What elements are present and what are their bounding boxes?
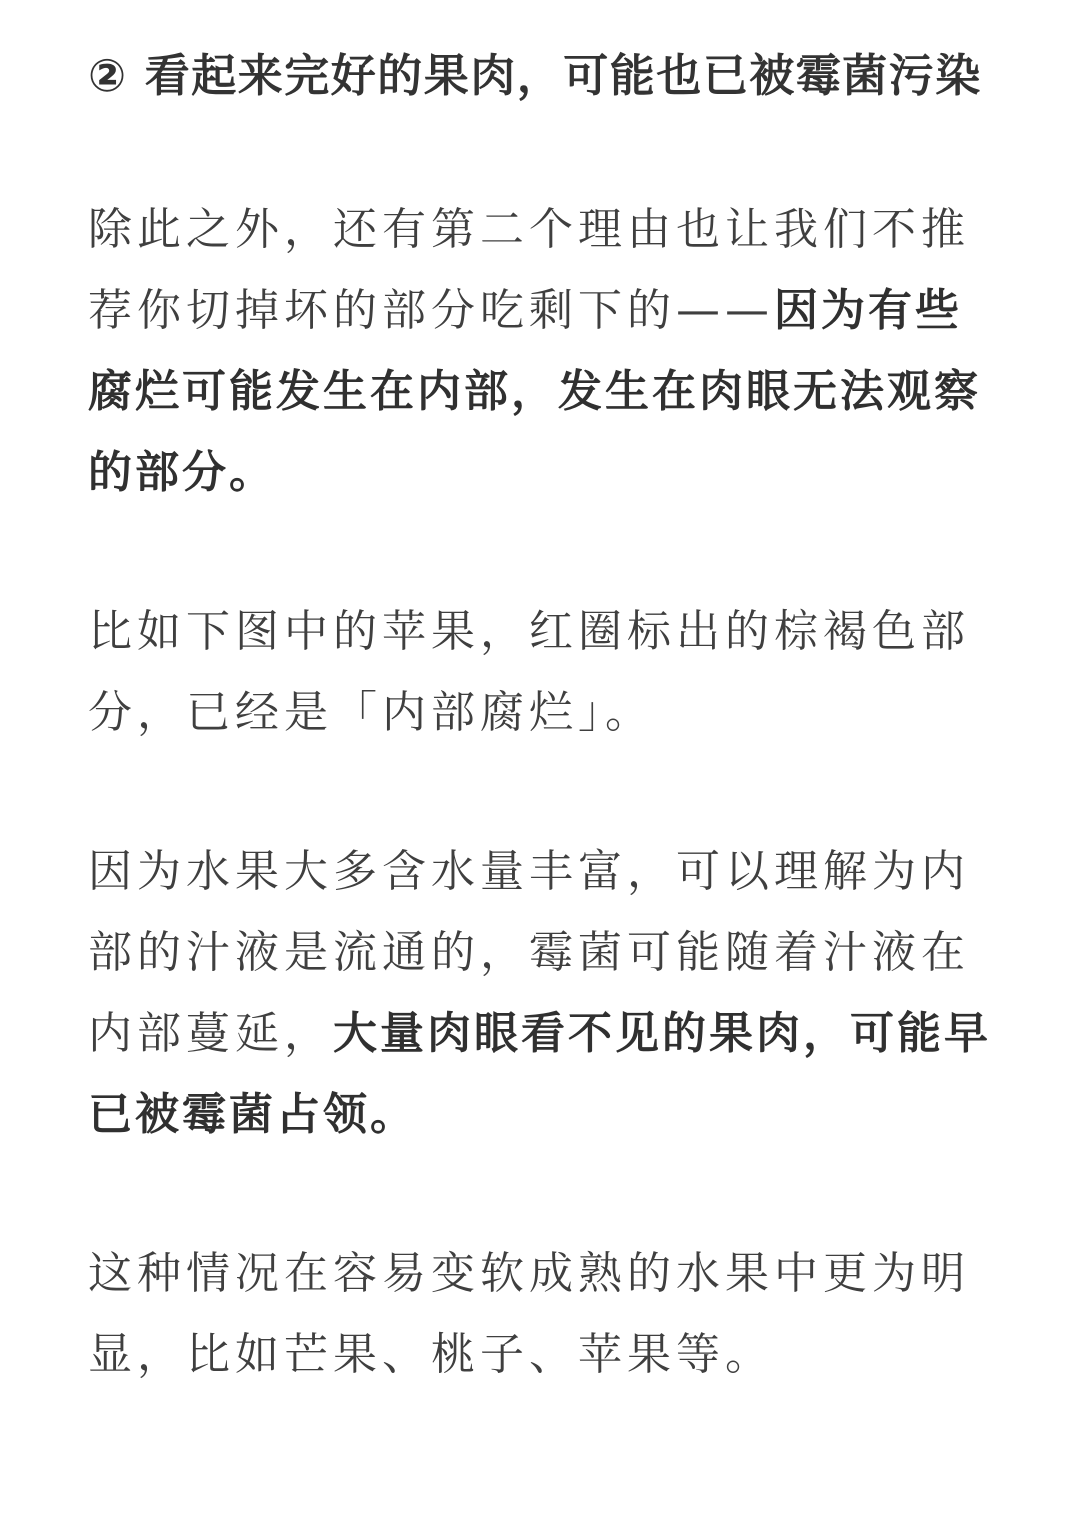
paragraph <box>88 831 994 1155</box>
paragraph-text: 比如下图中的苹果，红圈标出的棕褐色部分，已经是「内部腐烂」。 <box>88 606 970 738</box>
article-body <box>88 36 994 1395</box>
paragraph <box>88 1233 994 1395</box>
section-heading: ② 看起来完好的果肉，可能也已被霉菌污染 <box>88 49 982 102</box>
paragraph <box>88 591 994 753</box>
paragraph-emphasis: 大量肉眼看不见的果肉，可能早已被霉菌占领。 <box>88 1008 991 1140</box>
paragraph-emphasis: 因为有些腐烂可能发生在内部，发生在肉眼无法观察的部分。 <box>88 285 981 498</box>
paragraph-text: 这种情况在容易变软成熟的水果中更为明显，比如芒果、桃子、苹果等。 <box>88 1248 970 1380</box>
paragraph-text: 除此之外，还有第二个理由也让我们不推荐你切掉坏的部分吃剩下的—— <box>88 204 970 336</box>
paragraph-text: 因为水果大多含水量丰富，可以理解为内部的汁液是流通的，霉菌可能随着汁液在内部蔓延， <box>88 846 970 1059</box>
paragraph <box>88 189 994 513</box>
